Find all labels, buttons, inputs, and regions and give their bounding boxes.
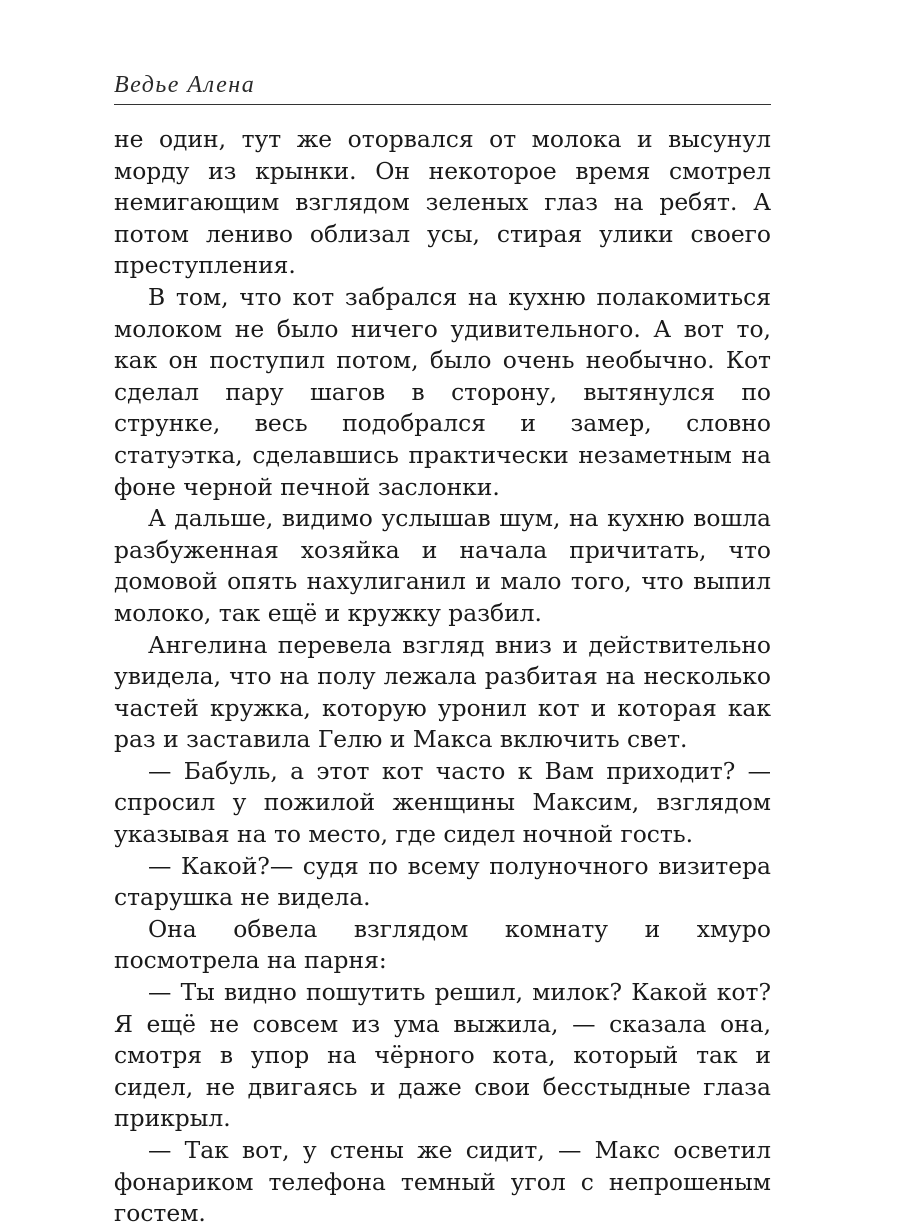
- paragraph: В том, что кот забрался на кухню полакомиться молоком не было ничего удивительного. А вот то, как он поступил потом, было очень необычно. Кот сделал пару шагов в сторону, вытянулся по струнке, весь подобрался и замер, словно статуэтка, сделавшись практически незаметным на фоне черной печной заслонки.: [114, 282, 771, 501]
- paragraph: Она обвела взглядом комнату и хмуро посмотрела на парня:: [114, 914, 771, 975]
- paragraph: — Ты видно пошутить решил, милок? Какой кот? Я ещё не совсем из ума выжила, — сказала она, смотря в упор на чёрного кота, который так и сидел, не двигаясь и даже свои бесстыдные глаза прикрыл.: [114, 978, 771, 1133]
- paragraph: Ангелина перевела взгляд вниз и действительно увидела, что на полу лежала разбитая на несколько частей кружка, которую уронил кот и которая как раз и заставила Гелю и Макса включить свет.: [114, 630, 771, 754]
- running-head: Ведьe Алена: [114, 72, 256, 98]
- paragraph: — Так вот, у стены же сидит, — Макс осветил фонариком телефона темный угол с непрошеным гостем.: [114, 1136, 771, 1228]
- header-rule: [114, 104, 771, 105]
- body-text: [114, 124, 771, 1230]
- paragraph: — Бабуль, а этот кот часто к Вам приходит? — спросил у пожилой женщины Максим, взглядом указывая на то место, где сидел ночной гость.: [114, 756, 771, 849]
- paragraph: А дальше, видимо услышав шум, на кухню вошла разбуженная хозяйка и начала причитать, что домовой опять нахулиганил и мало того, что выпил молоко, так ещё и кружку разбил.: [114, 504, 771, 627]
- paragraph: не один, тут же оторвался от молока и высунул морду из крынки. Он некоторое время смотрел немигающим взглядом зеленых глаз на ребят. А потом лениво облизал усы, стирая улики своего преступления.: [114, 125, 771, 280]
- paragraph: — Какой?— судя по всему полуночного визитера старушка не видела.: [114, 851, 771, 912]
